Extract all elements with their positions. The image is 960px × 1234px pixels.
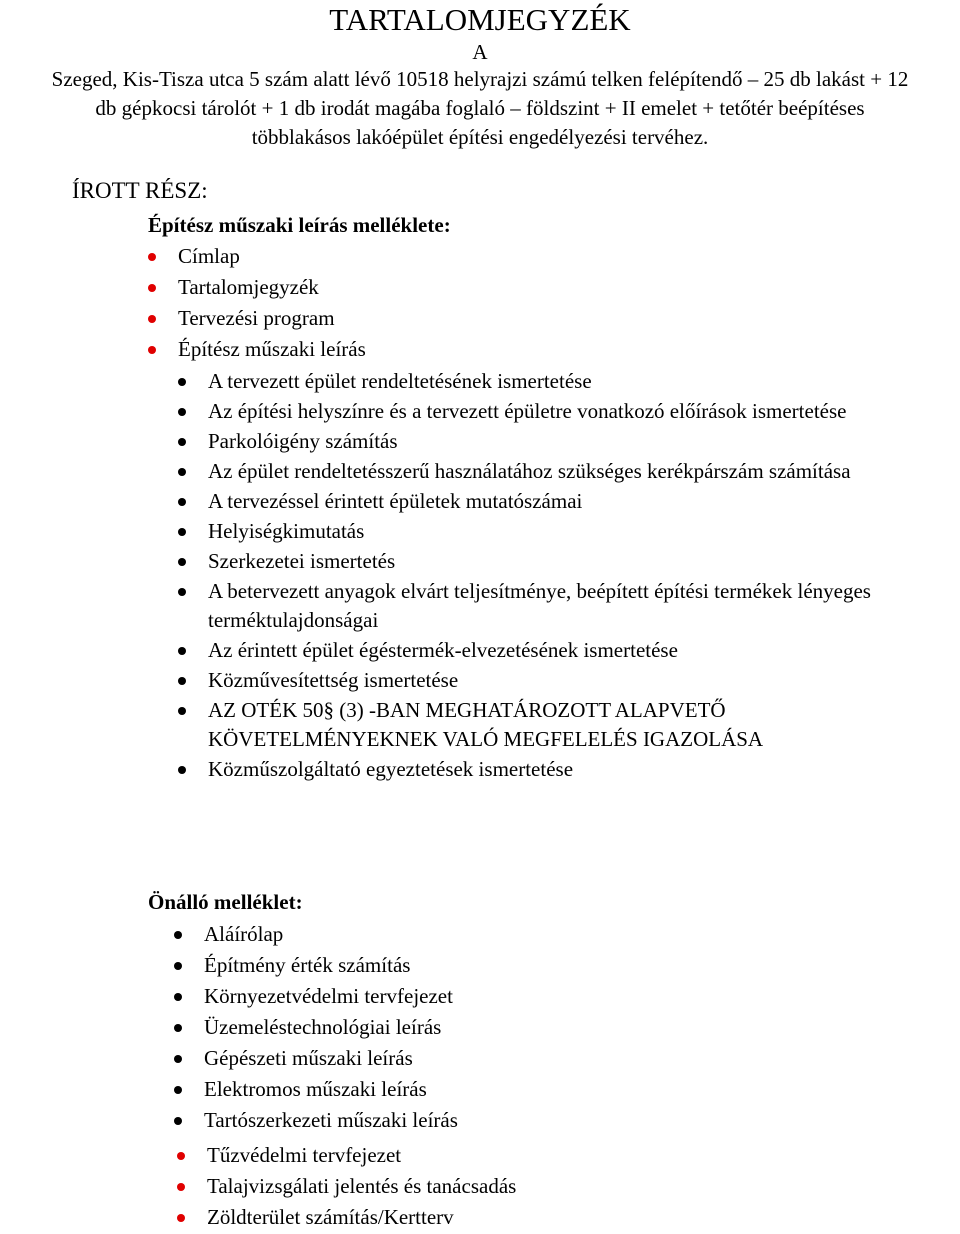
list-item: Az érintett épület égéstermék-elvezetésének ismertetése xyxy=(208,636,928,665)
list-item: A tervezett épület rendeltetésének ismertetése xyxy=(208,367,928,396)
annex-sublist xyxy=(208,367,928,785)
list-item: Szerkezetei ismertetés xyxy=(208,547,928,576)
list-item: Tervezési program xyxy=(178,304,918,333)
list-item: Környezetvédelmi tervfejezet xyxy=(204,982,924,1011)
project-description xyxy=(0,65,960,152)
list-item: Építmény érték számítás xyxy=(204,951,924,980)
list-item: Az épület rendeltetésszerű használatához szükséges kerékpárszám számítása xyxy=(208,457,928,486)
list-item: AZ OTÉK 50§ (3) -BAN MEGHATÁROZOTT ALAPVETŐ KÖVETELMÉNYEKNEK VALÓ MEGFELELÉS IGAZOLÁSA xyxy=(208,696,928,754)
list-item: Közművesítettség ismertetése xyxy=(208,666,928,695)
list-item: Zöldterület számítás/Kertterv xyxy=(207,1203,927,1232)
list-item: Aláírólap xyxy=(204,920,924,949)
list-item: Talajvizsgálati jelentés és tanácsadás xyxy=(207,1172,927,1201)
list-item: Gépészeti műszaki leírás xyxy=(204,1044,924,1073)
standalone-heading: Önálló melléklet: xyxy=(148,890,303,914)
document-subtitle: A xyxy=(472,40,488,64)
project-description-line: Szeged, Kis-Tisza utca 5 szám alatt lévő 10518 helyrajzi számú telken felépítendő – 25 db lakást + 12 xyxy=(51,67,909,91)
list-item: Építész műszaki leírás xyxy=(178,335,918,364)
list-item: Közműszolgáltató egyeztetések ismertetése xyxy=(208,755,928,784)
list-item: Címlap xyxy=(178,242,918,271)
list-item: Parkolóigény számítás xyxy=(208,427,928,456)
list-item: Tartalomjegyzék xyxy=(178,273,918,302)
list-item: Tartószerkezeti műszaki leírás xyxy=(204,1106,924,1135)
standalone-list-red xyxy=(207,1141,927,1234)
document-title: TARTALOMJEGYZÉK xyxy=(329,2,631,37)
list-item: Helyiségkimutatás xyxy=(208,517,928,546)
list-item: A betervezett anyagok elvárt teljesítménye, beépített építési termékek lényeges terméktulajdonságai xyxy=(208,577,928,635)
list-item: Elektromos műszaki leírás xyxy=(204,1075,924,1104)
list-item: A tervezéssel érintett épületek mutatószámai xyxy=(208,487,928,516)
list-item: Üzemeléstechnológiai leírás xyxy=(204,1013,924,1042)
annex-heading: Építész műszaki leírás melléklete: xyxy=(148,213,451,237)
list-item: Tűzvédelmi tervfejezet xyxy=(207,1141,927,1170)
project-description-line: db gépkocsi tárolót + 1 db irodát magába foglaló – földszint + II emelet + tetőtér beépítéses xyxy=(95,96,865,120)
annex-list xyxy=(178,242,918,366)
standalone-list xyxy=(204,920,924,1137)
list-item: Az építési helyszínre és a tervezett épületre vonatkozó előírások ismertetése xyxy=(208,397,928,426)
section-label: ÍROTT RÉSZ: xyxy=(72,178,208,203)
project-description-line: többlakásos lakóépület építési engedélyezési tervéhez. xyxy=(251,125,709,149)
